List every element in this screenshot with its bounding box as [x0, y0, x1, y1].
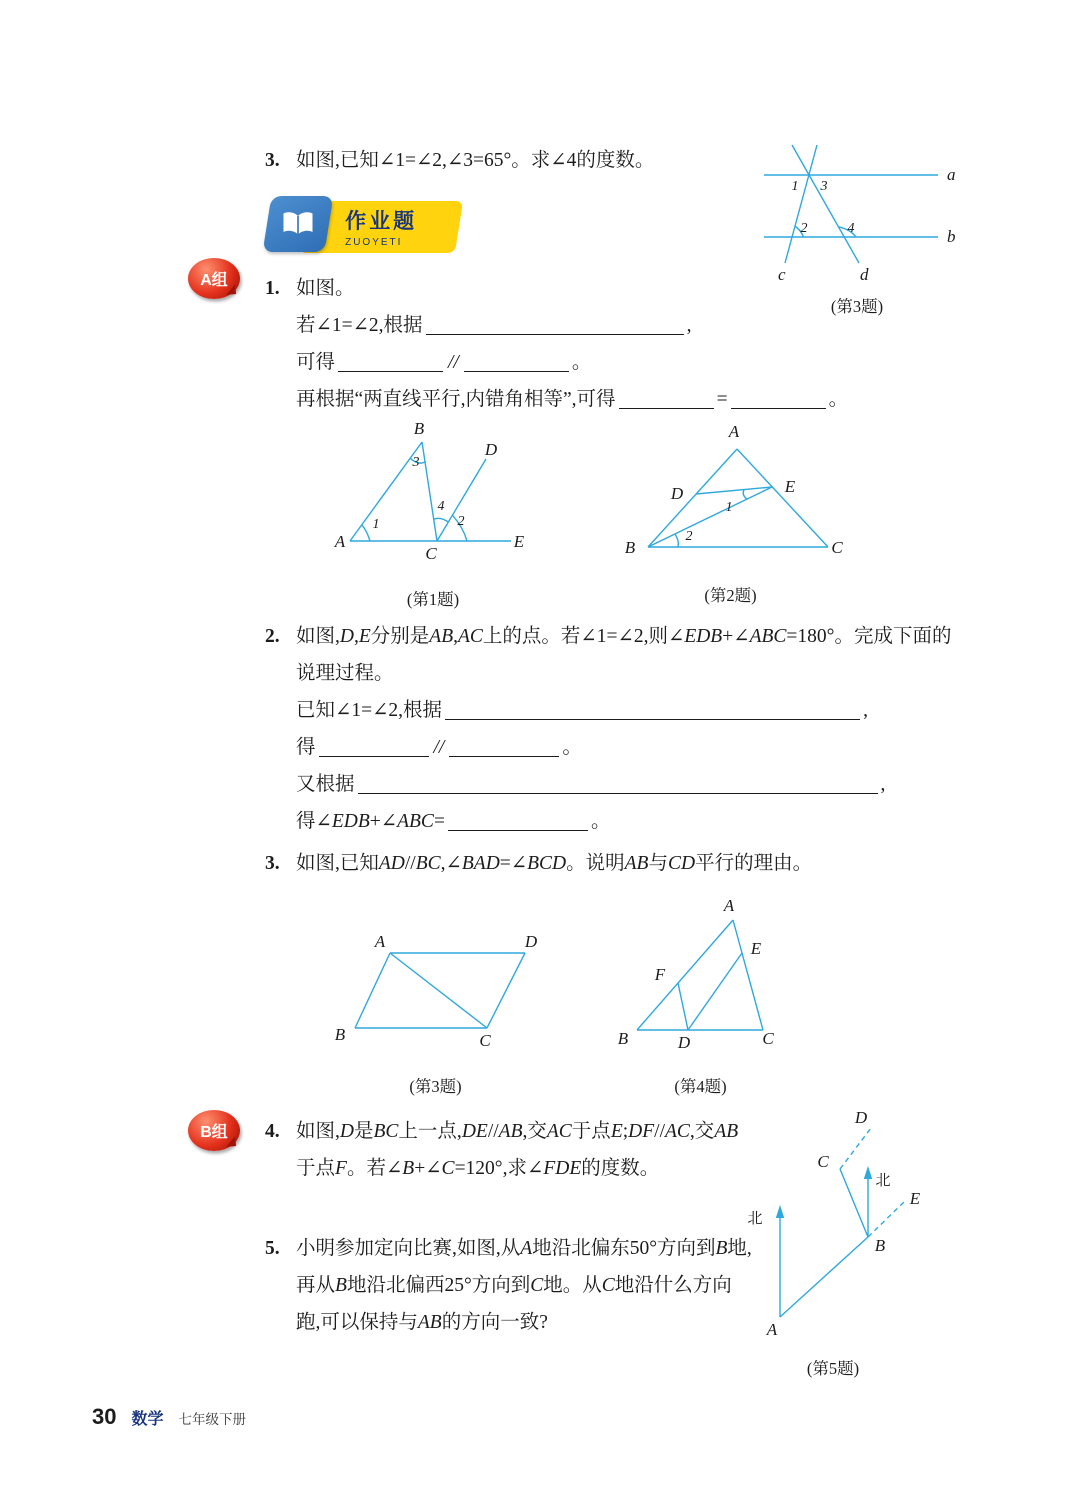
problem-top-3-line: [265, 142, 825, 179]
homework-header-text: [345, 205, 417, 248]
point-e-label: E: [513, 532, 525, 551]
point-c-label: C: [425, 544, 437, 563]
problem-number: 3.: [265, 853, 280, 874]
north-label-a: 北: [747, 1211, 763, 1227]
point-b-label: B: [413, 420, 425, 438]
fill-blank: [319, 737, 429, 757]
problem-a3-head: [265, 845, 965, 882]
point-b-label: B: [624, 538, 636, 557]
fill-text: 。: [590, 811, 611, 832]
north-label-b: 北: [875, 1173, 891, 1189]
fill-blank: [448, 811, 588, 831]
figure-top3-caption: (第3题): [830, 297, 884, 316]
angle-1-label: 1: [372, 517, 380, 532]
line-b-label: b: [947, 227, 956, 246]
figure-2-caption: (第2题): [704, 586, 757, 605]
figure-1-diagram: [333, 420, 533, 578]
point-d-label: D: [670, 484, 684, 503]
angle-2-label: 2: [457, 514, 465, 529]
parallel-symbol: //: [448, 352, 459, 373]
problem-text: 如图,D,E分别是AB,AC上的点。若∠1=∠2,则∠EDB+∠ABC=180°。完成下面的说理过程。: [296, 626, 952, 684]
problem-a1-head: [265, 270, 955, 307]
figure-5-caption: (第5题): [806, 1359, 860, 1378]
fill-blank: [464, 352, 569, 372]
point-a-label: A: [334, 532, 346, 551]
point-a-label: A: [374, 932, 386, 951]
angle-4-label: 4: [847, 221, 855, 236]
problem-b5-head: [265, 1230, 753, 1341]
fill-text: 。: [562, 737, 582, 758]
point-e-label: E: [784, 477, 796, 496]
problem-number: 1.: [265, 278, 280, 299]
fill-text: ,: [880, 774, 886, 795]
book-icon: [263, 196, 334, 252]
fill-blank: [619, 389, 714, 409]
fill-text: 得∠EDB+∠ABC=: [296, 811, 445, 832]
point-d-label: D: [854, 1108, 868, 1127]
line-c-label: c: [778, 265, 786, 284]
group-b-label: B组: [200, 1124, 228, 1141]
fill-text: 得: [296, 737, 316, 758]
point-a-label: A: [728, 422, 740, 441]
fill-line-2: [265, 729, 955, 766]
problem-number: 3.: [265, 150, 280, 171]
figure-4-diagram: [608, 893, 793, 1065]
fill-text: ,: [863, 700, 868, 721]
point-d-label: D: [524, 932, 538, 951]
angle-4-label: 4: [437, 499, 445, 514]
figure-1: [333, 420, 533, 610]
fill-blank: [449, 737, 559, 757]
problem-b4: [265, 1113, 747, 1187]
point-c-label: C: [831, 538, 843, 557]
problem-text: 小明参加定向比赛,如图,从A地沿北偏东50°方向到B地,再从B地沿北偏西25°方向到C地。从C地沿什么方向跑,可以保持与AB的方向一致?: [296, 1238, 752, 1333]
problem-text: 如图,已知AD//BC,∠BAD=∠BCD。说明AB与CD平行的理由。: [296, 853, 813, 874]
fill-text: 已知∠1=∠2,根据: [296, 700, 443, 721]
figure-4-caption: (第4题): [674, 1077, 727, 1096]
figure-top3-lines: [764, 145, 938, 263]
page-number: 30: [92, 1404, 117, 1429]
equals-symbol: =: [716, 389, 728, 410]
fill-line-3: [265, 381, 955, 418]
figure-3-diagram: [323, 920, 548, 1065]
problem-a2: [265, 618, 955, 840]
fill-blank: [358, 774, 878, 794]
problem-text: 如图,D是BC上一点,DE//AB,交AC于点E;DF//AC,交AB于点F。若∠B+∠C=120°,求∠FDE的度数。: [296, 1121, 739, 1179]
fill-text: 再根据“两直线平行,内错角相等”,可得: [296, 389, 616, 410]
problem-number: 5.: [265, 1238, 280, 1259]
fill-blank: [731, 389, 826, 409]
figure-3: [323, 920, 548, 1097]
north-arrowhead: [776, 1205, 784, 1218]
line-d-label: d: [860, 265, 869, 284]
point-c-label: C: [762, 1029, 774, 1048]
fill-text: 又根据: [296, 774, 355, 795]
angle-1-label: 1: [725, 500, 733, 515]
angle-1-label: 1: [791, 179, 799, 194]
page-footer: [92, 1404, 246, 1430]
fill-blank: [426, 315, 684, 335]
fill-text: 若∠1=∠2,根据: [296, 315, 423, 336]
point-e-label: E: [750, 939, 762, 958]
problem-a3: [265, 845, 965, 882]
fill-text: 可得: [296, 352, 336, 373]
point-a-label: A: [723, 896, 735, 915]
fill-line-4: [265, 803, 955, 840]
homework-title: 作业题: [345, 210, 418, 233]
point-a-label: A: [766, 1320, 778, 1339]
figure-top3-diagram: [752, 133, 962, 285]
problem-number: 2.: [265, 626, 280, 647]
figure-2: [613, 422, 848, 606]
point-c-label: C: [479, 1031, 491, 1050]
point-c-label: C: [817, 1152, 829, 1171]
group-a-label: A组: [200, 272, 228, 289]
problem-a2-head: [265, 618, 955, 692]
footer-subject: 数学: [131, 1411, 164, 1428]
figure-4: [608, 893, 793, 1097]
problem-b4-head: [265, 1113, 747, 1187]
problem-top-3: [265, 142, 825, 179]
angle-2-label: 2: [685, 529, 693, 544]
parallel-symbol: //: [433, 737, 445, 758]
figure-5-diagram: [733, 1092, 933, 1347]
problem-text: 如图,已知∠1=∠2,∠3=65°。求∠4的度数。: [296, 150, 655, 171]
fill-line-2: [265, 344, 955, 381]
north-arrowhead: [864, 1166, 872, 1179]
fill-line-3: [265, 766, 955, 803]
fill-text: ,: [686, 315, 692, 336]
fill-line-1: [265, 692, 955, 729]
fill-line-1: [265, 307, 955, 344]
point-b-label: B: [874, 1236, 886, 1255]
fill-blank: [445, 700, 860, 720]
point-f-label: F: [654, 965, 666, 984]
fill-blank: [338, 352, 443, 372]
problem-b5: [265, 1230, 753, 1341]
line-a-label: a: [947, 165, 956, 184]
group-a-badge: [188, 258, 240, 299]
homework-subtitle: ZUOYETI: [345, 237, 403, 248]
point-d-label: D: [677, 1033, 691, 1052]
point-b-label: B: [334, 1025, 346, 1044]
figure-3-caption: (第3题): [409, 1077, 462, 1096]
group-b-badge: [188, 1110, 240, 1151]
point-b-label: B: [617, 1029, 629, 1048]
problem-a1: [265, 270, 955, 418]
problem-number: 4.: [265, 1121, 280, 1142]
angle-3-label: 3: [820, 179, 828, 194]
figure-5: [733, 1092, 933, 1379]
figure-1-caption: (第1题): [406, 590, 460, 609]
fill-text: 。: [828, 389, 849, 410]
figure-3-lines: [355, 953, 525, 1028]
angle-3-label: 3: [412, 455, 420, 470]
angle-2-label: 2: [800, 221, 808, 236]
figure-2-diagram: [613, 422, 848, 574]
point-d-label: D: [484, 440, 498, 459]
footer-volume: 七年级下册: [178, 1412, 246, 1427]
fill-text: 。: [571, 352, 592, 373]
problem-text: 如图。: [296, 278, 355, 299]
homework-header: [267, 196, 467, 258]
figure-5-lines: [776, 1128, 906, 1317]
point-e-label: E: [909, 1189, 921, 1208]
